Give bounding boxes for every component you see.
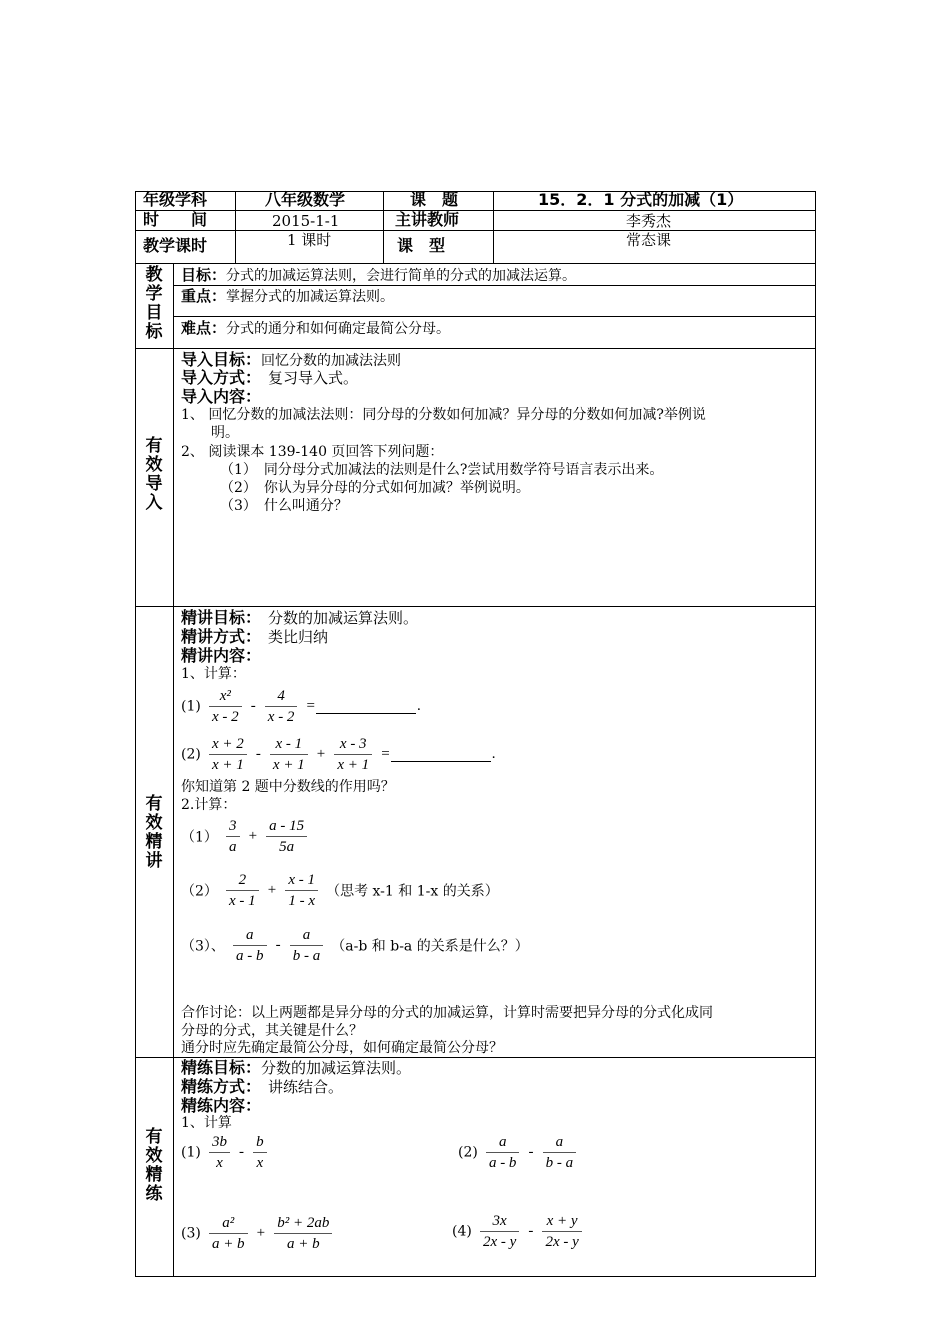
practice-method: 精练方式： 讲练结合。: [181, 1077, 344, 1096]
header-type-value: 常态课: [626, 231, 672, 249]
practice-calc: 1、计算: [181, 1115, 232, 1131]
header-teacher-label: 主讲教师: [395, 210, 460, 229]
lecture-calc-1: 1、计算：: [181, 666, 246, 682]
lecture-target: 精讲目标： 分数的加减运算法则。: [181, 608, 419, 627]
lecture-problem-1: (1) $\frac{\text{x²}}{x - 2}$ - $\frac{4}{x - 2}$ = .: [181, 688, 421, 725]
practice-exercise-1: (1) $\frac{3b}{x}$ - $\frac{b}{x}$: [181, 1132, 270, 1173]
intro-content-label: 导入内容：: [181, 387, 262, 406]
practice-exercise-4: (4) $\frac{3x}{2x - y}$ - $\frac{x + y}{2x - y}$: [452, 1211, 585, 1252]
intro-side-label: 有 效 导 入: [145, 436, 163, 513]
lecture-exercise-1: （1） $\frac{3}{a}$ + $\frac{a - 15}{5a}$: [181, 816, 310, 857]
practice-exercise-2: (2) $\frac{a}{a - b}$ - $\frac{a}{b - a}$: [458, 1132, 579, 1173]
header-grade-value: 八年级数学: [265, 190, 346, 209]
lecture-content-label: 精讲内容：: [181, 646, 262, 665]
lecture-discussion-3: 通分时应先确定最简公分母，如何确定最简公分母？: [181, 1040, 503, 1056]
header-grade-label: 年级学科: [143, 190, 208, 209]
goals-side-label: 教 学 目 标: [145, 265, 163, 342]
intro-item-2: 2、 阅读课本 139-140 页回答下列问题：: [181, 444, 444, 460]
lecture-problem-2: (2) $\frac{x + 2}{x + 1}$ - $\frac{x - 1}{x + 1}$ + $\frac{x - 3}{x + 1}$ = .: [181, 736, 496, 773]
header-hours-value: 1 课时: [287, 231, 332, 249]
goals-key: 重点：掌握分式的加减运算法则。: [181, 287, 395, 305]
intro-question-1: （1） 同分母分式加减法的法则是什么?尝试用数学符号语言表示出来。: [220, 462, 664, 478]
lecture-discussion-1: 合作讨论：以上两题都是异分母的分式的加减运算，计算时需要把异分母的分式化成同: [181, 1005, 713, 1021]
lecture-method: 精讲方式： 类比归纳: [181, 627, 329, 646]
lecture-discussion-2: 分母的分式，其关键是什么？: [181, 1023, 363, 1039]
goals-difficulty: 难点：分式的通分和如何确定最简公分母。: [181, 319, 451, 337]
header-topic-value: 15．2．1 分式的加减（1）: [538, 190, 744, 209]
header-time-label: 时 间: [143, 210, 208, 229]
intro-method: 导入方式： 复习导入式。: [181, 368, 359, 387]
header-hours-label: 教学课时: [143, 236, 208, 255]
intro-item-1: 1、 回忆分数的加减法法则：同分母的分数如何加减？异分母的分数如何加减?举例说: [181, 407, 706, 423]
lecture-question: 你知道第 2 题中分数线的作用吗？: [181, 779, 395, 795]
practice-side-label: 有 效 精 练: [145, 1127, 163, 1204]
intro-question-3: （3） 什么叫通分？: [220, 498, 348, 514]
goals-target: 目标：分式的加减运算法则，会进行简单的分式的加减法运算。: [181, 266, 577, 284]
lecture-exercise-3: （3）、 $\frac{a}{a - b}$ - $\frac{a}{b - a}$ （a-b 和 b-a 的关系是什么？）: [181, 927, 529, 964]
header-topic-label: 课 题: [410, 190, 459, 209]
intro-target: 导入目标：回忆分数的加减法法则: [181, 350, 402, 369]
intro-question-2: （2） 你认为异分母的分式如何加减？举例说明。: [220, 480, 530, 496]
lecture-side-label: 有 效 精 讲: [145, 794, 163, 871]
lecture-calc-2: 2.计算：: [181, 797, 237, 813]
practice-target: 精练目标：分数的加减运算法则。: [181, 1058, 412, 1077]
header-type-label: 课 型: [397, 236, 446, 255]
header-teacher-value: 李秀杰: [626, 212, 672, 230]
intro-item-1-cont: 明。: [211, 425, 239, 441]
header-time-value: 2015-1-1: [272, 212, 340, 230]
practice-exercise-3: (3) $\frac{\text{a²}}{a + b}$ + $\frac{\text{b² + 2ab}}{a + b}$: [181, 1213, 335, 1254]
lecture-exercise-2: （2） $\frac{2}{x - 1}$ + $\frac{x - 1}{1 - x}$ （思考 x-1 和 1-x 的关系）: [181, 872, 499, 909]
practice-content-label: 精练内容：: [181, 1096, 262, 1115]
